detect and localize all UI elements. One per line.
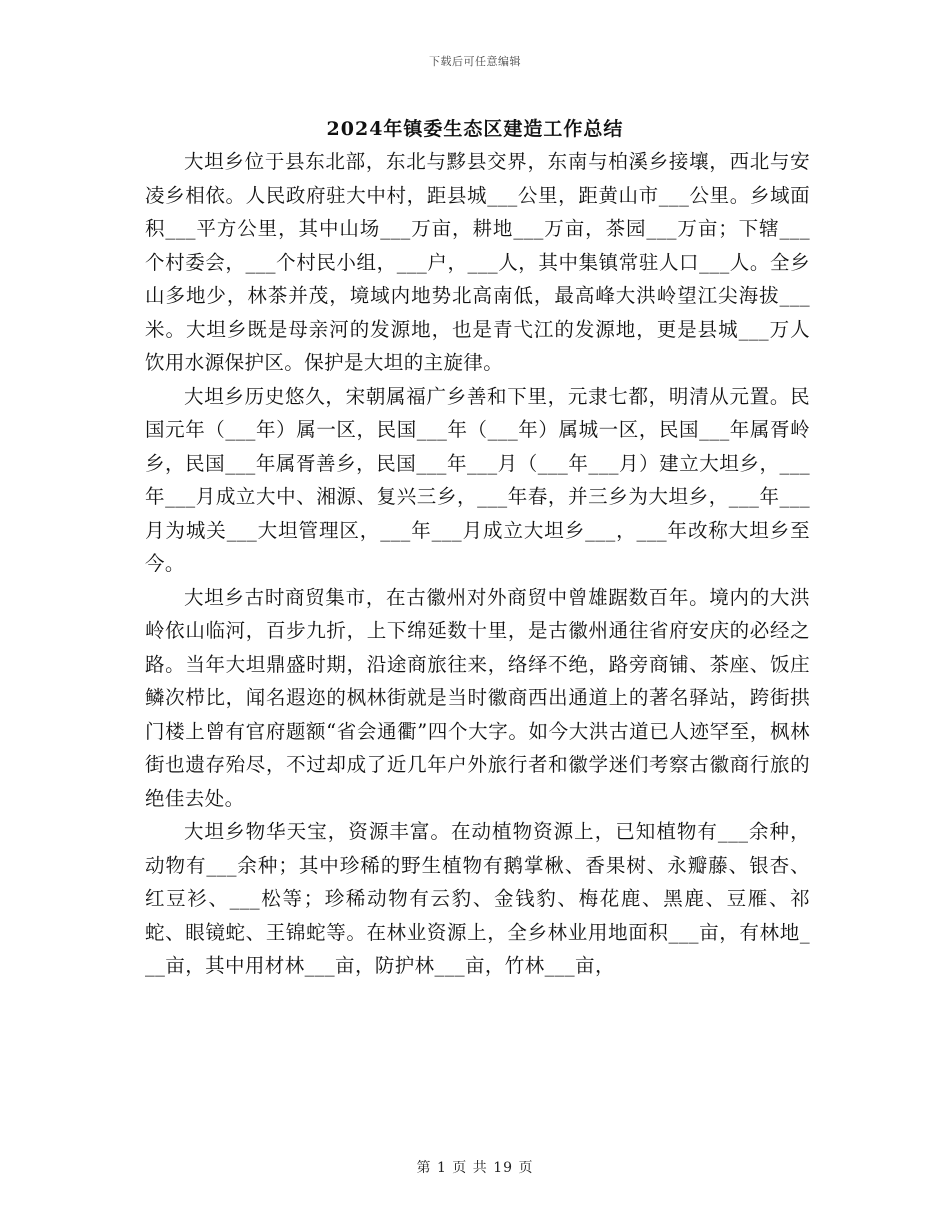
- paragraph-resources: 大坦乡物华天宝，资源丰富。在动植物资源上，已知植物有___余种，动物有___余种；其中珍稀的野生植物有鹅掌楸、香果树、永瓣藤、银杏、红豆衫、___松等；珍稀动物有云豹、金钱豹、梅花鹿、黑鹿、豆雁、祁蛇、眼镜蛇、王锦蛇等。在林业资源上，全乡林业用地面积___亩，有林地___亩，其中用材林___亩，防护林___亩，竹林___亩，: [145, 820, 810, 977]
- paragraph-history: 大坦乡历史悠久，宋朝属福广乡善和下里，元隶七都，明清从元置。民国元年（___年）属一区，民国___年（___年）属城一区，民国___年属胥岭乡，民国___年属胥善乡，民国___年___月（___年___月）建立大坦乡，___年___月成立大中、湘源、复兴三乡，___年春，并三乡为大坦乡，___年___月为城关___大坦管理区，___年___月成立大坦乡___，___年改称大坦乡至今。: [145, 384, 810, 575]
- document-title: 2024年镇委生态区建造工作总结: [326, 118, 624, 140]
- header-note: 下载后可任意编辑: [429, 55, 521, 68]
- document-body: [145, 145, 810, 983]
- paragraph-commerce: 大坦乡古时商贸集市，在古徽州对外商贸中曾雄踞数百年。境内的大洪岭依山临河，百步九折，上下绵延数十里，是古徽州通往省府安庆的必经之路。当年大坦鼎盛时期，沿途商旅往来，络绎不绝，路旁商铺、茶座、饭庄鳞次栉比，闻名遐迩的枫林街就是当时徽商西出通道上的著名驿站，跨街拱门楼上曾有官府题额“省会通衢”四个大字。如今大洪古道已人迹罕至，枫林街也遗存殆尽，不过却成了近几年户外旅行者和徽学迷们考察古徽商行旅的绝佳去处。: [145, 585, 810, 810]
- page-number: 第 1 页 共 19 页: [416, 1160, 534, 1176]
- paragraph-location: 大坦乡位于县东北部，东北与黟县交界，东南与柏溪乡接壤，西北与安凌乡相依。人民政府驻大中村，距县城___公里，距黄山市___公里。乡域面积___平方公里，其中山场___万亩，耕地___万亩，茶园___万亩；下辖___个村委会，___个村民小组，___户，___人，其中集镇常驻人口___人。全乡山多地少，林茶并茂，境域内地势北高南低，最高峰大洪岭望江尖海拔___米。大坦乡既是母亲河的发源地，也是青弋江的发源地，更是县城___万人饮用水源保护区。保护是大坦的主旋律。: [145, 150, 810, 374]
